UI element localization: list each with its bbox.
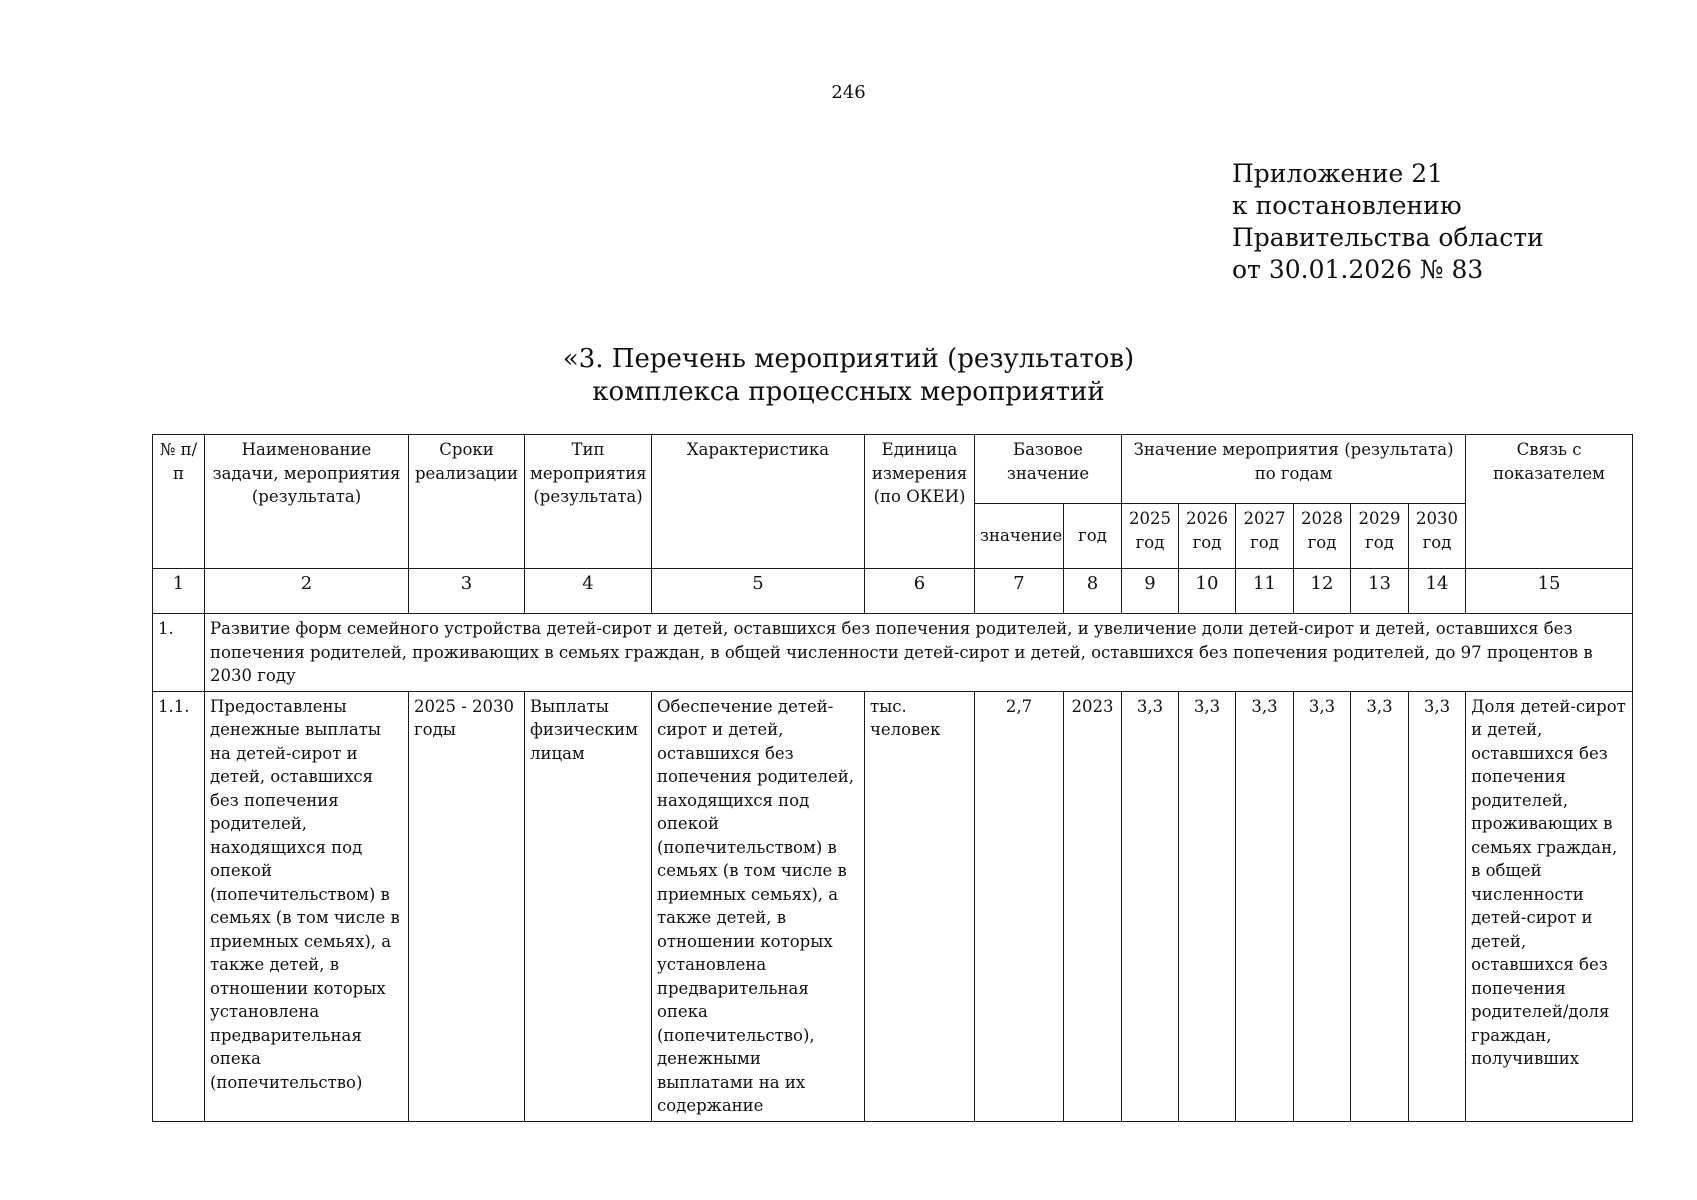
header-row-1 xyxy=(153,435,1633,504)
title-line-1: «3. Перечень мероприятий (результатов) xyxy=(562,344,1135,374)
column-number: 14 xyxy=(1409,569,1466,614)
page-number: 246 xyxy=(831,82,866,103)
activity-type: Выплаты физическим лицам xyxy=(525,691,652,1121)
header-base-value: значение xyxy=(975,504,1064,569)
header-year-2030: 2030 год xyxy=(1409,504,1466,569)
column-number: 15 xyxy=(1466,569,1633,614)
activity-unit: тыс. человек xyxy=(865,691,975,1121)
activities-table xyxy=(152,434,1633,1122)
title-line-2: комплекса процессных мероприятий xyxy=(592,377,1105,407)
column-number: 2 xyxy=(205,569,409,614)
activity-name: Предоставлены денежные выплаты на детей-сирот и детей, оставшихся без попечения родителей, находящихся под опекой (попечительством) в семьях (в том числе в приемных семьях), а также детей, в отношении которых установлена предварительная опека (попечительство) xyxy=(205,691,409,1121)
header-year-2027: 2027 год xyxy=(1236,504,1294,569)
header-base: Базовое значение xyxy=(975,435,1122,504)
appendix-line-3: Правительства области xyxy=(1232,223,1544,252)
header-link: Связь с показателем xyxy=(1466,435,1633,569)
activity-link: Доля детей-сирот и детей, оставшихся без попечения родителей, проживающих в семьях граждан, в общей численности детей-сирот и детей, оставшихся без попечения родителей/доля граждан, получивших xyxy=(1466,691,1633,1121)
activity-base-value: 2,7 xyxy=(975,691,1064,1121)
column-number: 3 xyxy=(409,569,525,614)
activity-number: 1.1. xyxy=(153,691,205,1121)
header-year-2026: 2026 год xyxy=(1179,504,1236,569)
header-name: Наименование задачи, мероприятия (результата) xyxy=(205,435,409,569)
header-type: Тип мероприятия (результата) xyxy=(525,435,652,569)
header-year-2029: 2029 год xyxy=(1351,504,1409,569)
header-characteristic: Характеристика xyxy=(652,435,865,569)
column-number: 13 xyxy=(1351,569,1409,614)
header-period: Сроки реализации xyxy=(409,435,525,569)
activity-base-year: 2023 xyxy=(1064,691,1122,1121)
column-number: 1 xyxy=(153,569,205,614)
task-row xyxy=(153,614,1633,692)
task-number: 1. xyxy=(153,614,205,692)
column-number: 12 xyxy=(1294,569,1351,614)
activity-value-2026: 3,3 xyxy=(1179,691,1236,1121)
column-number: 9 xyxy=(1122,569,1179,614)
header-unit: Единица измерения (по ОКЕИ) xyxy=(865,435,975,569)
column-number: 6 xyxy=(865,569,975,614)
column-number-row xyxy=(153,569,1633,614)
activity-characteristic: Обеспечение детей-сирот и детей, оставшихся без попечения родителей, находящихся под опекой (попечительством) в семьях (в том числе в приемных семьях), а также детей, в отношении которых установлена предварительная опека (попечительство), денежными выплатами на их содержание xyxy=(652,691,865,1121)
appendix-line-1: Приложение 21 xyxy=(1232,159,1444,188)
activity-value-2028: 3,3 xyxy=(1294,691,1351,1121)
activity-value-2030: 3,3 xyxy=(1409,691,1466,1121)
column-number: 5 xyxy=(652,569,865,614)
header-year-2028: 2028 год xyxy=(1294,504,1351,569)
task-text: Развитие форм семейного устройства детей-сирот и детей, оставшихся без попечения родителей, и увеличение доли детей-сирот и детей, оставшихся без попечения родителей, проживающих в семьях граждан, в общей численности детей-сирот и детей, оставшихся без попечения родителей, до 97 процентов в 2030 году xyxy=(205,614,1633,692)
header-values-by-year: Значение мероприятия (результата) по годам xyxy=(1122,435,1466,504)
header-num: № п/п xyxy=(153,435,205,569)
activity-value-2025: 3,3 xyxy=(1122,691,1179,1121)
document-title xyxy=(0,343,1697,409)
activity-value-2027: 3,3 xyxy=(1236,691,1294,1121)
column-number: 7 xyxy=(975,569,1064,614)
column-number: 10 xyxy=(1179,569,1236,614)
column-number: 4 xyxy=(525,569,652,614)
activity-row xyxy=(153,691,1633,1121)
appendix-line-4: от 30.01.2026 № 83 xyxy=(1232,255,1484,284)
activity-value-2029: 3,3 xyxy=(1351,691,1409,1121)
activity-period: 2025 - 2030 годы xyxy=(409,691,525,1121)
header-year-2025: 2025 год xyxy=(1122,504,1179,569)
header-base-year: год xyxy=(1064,504,1122,569)
appendix-line-2: к постановлению xyxy=(1232,191,1462,220)
column-number: 8 xyxy=(1064,569,1122,614)
column-number: 11 xyxy=(1236,569,1294,614)
appendix-block xyxy=(1232,158,1544,286)
